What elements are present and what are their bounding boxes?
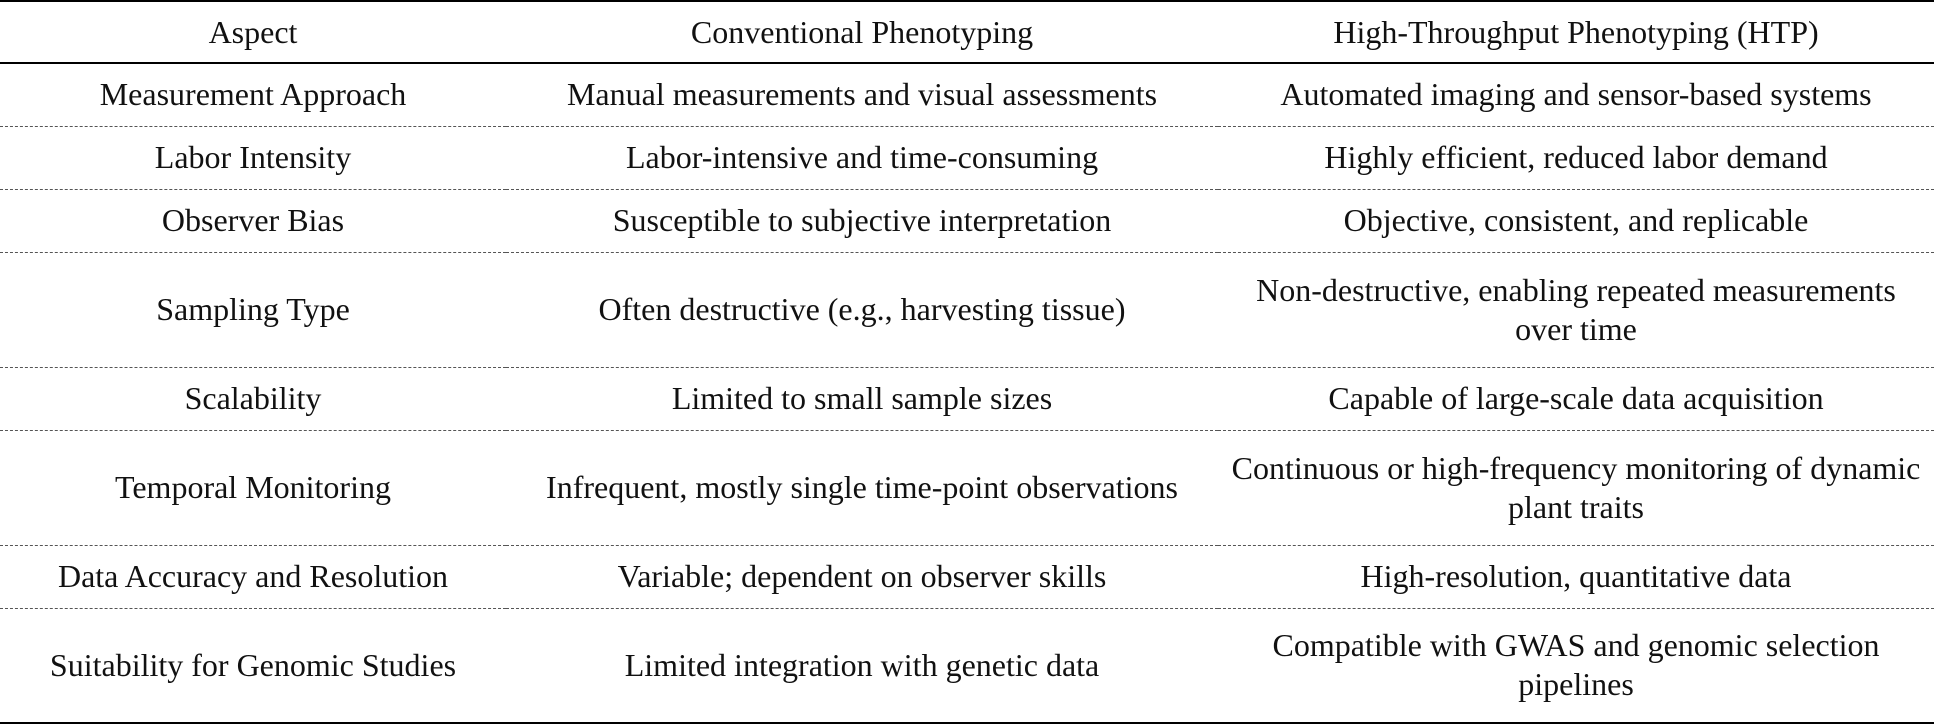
cell-aspect: Sampling Type: [0, 252, 506, 367]
table-row: [0, 63, 1934, 126]
cell-aspect: Data Accuracy and Resolution: [0, 545, 506, 608]
cell-conventional: Infrequent, mostly single time-point observations: [506, 430, 1218, 545]
cell-conventional: Often destructive (e.g., harvesting tissue): [506, 252, 1218, 367]
header-conventional: Conventional Phenotyping: [506, 1, 1218, 63]
cell-aspect: Measurement Approach: [0, 63, 506, 126]
cell-htp: Non-destructive, enabling repeated measurements over time: [1218, 252, 1934, 367]
cell-conventional: Manual measurements and visual assessments: [506, 63, 1218, 126]
cell-aspect: Suitability for Genomic Studies: [0, 608, 506, 723]
header-aspect: Aspect: [0, 1, 506, 63]
header-htp: High-Throughput Phenotyping (HTP): [1218, 1, 1934, 63]
header-row: [0, 1, 1934, 63]
cell-conventional: Limited to small sample sizes: [506, 367, 1218, 430]
cell-htp: Compatible with GWAS and genomic selection pipelines: [1218, 608, 1934, 723]
table-row: [0, 430, 1934, 545]
cell-htp: Capable of large-scale data acquisition: [1218, 367, 1934, 430]
cell-aspect: Temporal Monitoring: [0, 430, 506, 545]
cell-conventional: Susceptible to subjective interpretation: [506, 189, 1218, 252]
cell-htp: Automated imaging and sensor-based systems: [1218, 63, 1934, 126]
cell-htp: Objective, consistent, and replicable: [1218, 189, 1934, 252]
cell-htp: High-resolution, quantitative data: [1218, 545, 1934, 608]
table-row: [0, 545, 1934, 608]
cell-aspect: Observer Bias: [0, 189, 506, 252]
table-body: [0, 63, 1934, 723]
table-row: [0, 252, 1934, 367]
table-header: [0, 1, 1934, 63]
cell-htp: Continuous or high-frequency monitoring of dynamic plant traits: [1218, 430, 1934, 545]
cell-conventional: Variable; dependent on observer skills: [506, 545, 1218, 608]
cell-aspect: Labor Intensity: [0, 126, 506, 189]
table-row: [0, 608, 1934, 723]
cell-aspect: Scalability: [0, 367, 506, 430]
cell-htp: Highly efficient, reduced labor demand: [1218, 126, 1934, 189]
cell-conventional: Labor-intensive and time-consuming: [506, 126, 1218, 189]
table-row: [0, 367, 1934, 430]
table-row: [0, 189, 1934, 252]
cell-conventional: Limited integration with genetic data: [506, 608, 1218, 723]
table-row: [0, 126, 1934, 189]
